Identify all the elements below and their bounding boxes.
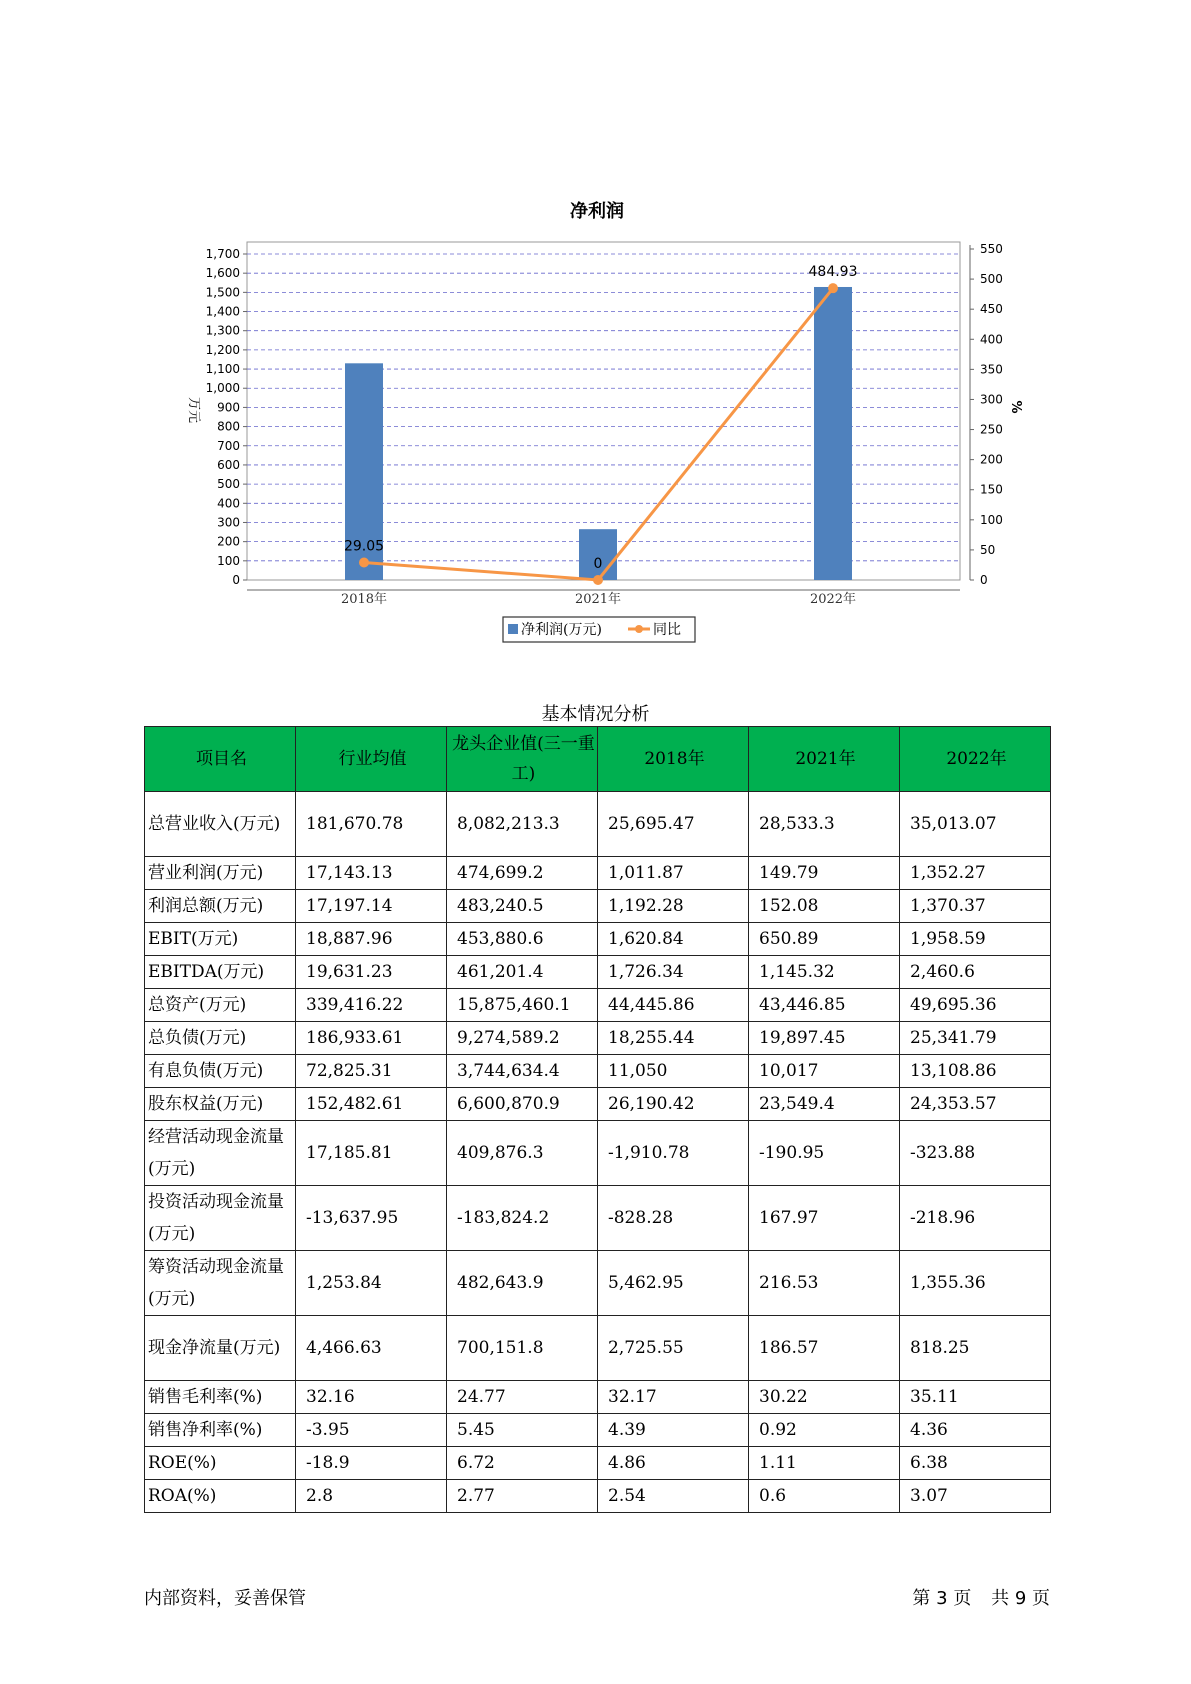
value-cell: 6.38 [900, 1447, 1051, 1480]
net-profit-chart [0, 0, 1191, 660]
value-cell: 0.6 [749, 1480, 900, 1513]
table-header-cell: 龙头企业值(三一重工) [447, 727, 598, 792]
value-cell: -218.96 [900, 1186, 1051, 1251]
right-tick-label: 300 [980, 392, 1003, 407]
row-label-cell: ROA(%) [145, 1480, 296, 1513]
value-cell: 4.86 [598, 1447, 749, 1480]
value-cell: -3.95 [296, 1414, 447, 1447]
value-cell: 24.77 [447, 1381, 598, 1414]
value-cell: 8,082,213.3 [447, 792, 598, 857]
value-cell: 9,274,589.2 [447, 1022, 598, 1055]
table-row [145, 1447, 1051, 1480]
value-cell: 35.11 [900, 1381, 1051, 1414]
right-tick-label: 250 [980, 422, 1003, 437]
table-header-cell: 项目名 [145, 727, 296, 792]
value-cell: 30.22 [749, 1381, 900, 1414]
value-cell: 2,460.6 [900, 956, 1051, 989]
value-cell: 700,151.8 [447, 1316, 598, 1381]
page-prefix: 第 [912, 1588, 931, 1609]
value-cell: 43,446.85 [749, 989, 900, 1022]
table-row [145, 1022, 1051, 1055]
basic-analysis-table [144, 726, 1051, 1513]
right-tick-label: 500 [980, 272, 1003, 287]
row-label-cell: 销售毛利率(%) [145, 1381, 296, 1414]
value-cell: 152.08 [749, 890, 900, 923]
row-label-cell: ROE(%) [145, 1447, 296, 1480]
page-total-prefix: 共 [991, 1588, 1010, 1609]
value-cell: 1,355.36 [900, 1251, 1051, 1316]
footer-page-indicator [912, 1584, 1050, 1610]
value-cell: 32.16 [296, 1381, 447, 1414]
value-cell: 5,462.95 [598, 1251, 749, 1316]
legend-line-marker [635, 625, 643, 633]
value-cell: 17,185.81 [296, 1121, 447, 1186]
table-header-cell: 2018年 [598, 727, 749, 792]
left-axis-title: 万元 [186, 396, 201, 424]
value-cell: 4.39 [598, 1414, 749, 1447]
page-current: 3 [936, 1588, 948, 1609]
left-tick-label: 1,500 [205, 285, 240, 300]
left-tick-label: 700 [217, 438, 240, 453]
value-cell: -190.95 [749, 1121, 900, 1186]
value-cell: 1,192.28 [598, 890, 749, 923]
left-tick-label: 500 [217, 477, 240, 492]
table-row [145, 923, 1051, 956]
right-tick-label: 0 [980, 573, 988, 587]
value-cell: 1,958.59 [900, 923, 1051, 956]
table-row [145, 857, 1051, 890]
page-mid: 页 [953, 1588, 972, 1609]
x-tick-label: 2022年 [809, 592, 857, 607]
row-label-cell: 总负债(万元) [145, 1022, 296, 1055]
value-cell: 6.72 [447, 1447, 598, 1480]
left-tick-label: 1,000 [205, 381, 240, 396]
row-label-cell: EBIT(万元) [145, 923, 296, 956]
value-cell: -828.28 [598, 1186, 749, 1251]
value-cell: 3.07 [900, 1480, 1051, 1513]
value-cell: 4.36 [900, 1414, 1051, 1447]
value-cell: 2.54 [598, 1480, 749, 1513]
value-cell: 19,897.45 [749, 1022, 900, 1055]
value-cell: 49,695.36 [900, 989, 1051, 1022]
row-label-cell: 销售净利率(%) [145, 1414, 296, 1447]
row-label-cell: 经营活动现金流量(万元) [145, 1121, 296, 1186]
value-cell: 474,699.2 [447, 857, 598, 890]
left-tick-label: 600 [217, 457, 240, 472]
legend-bar-swatch [508, 624, 518, 634]
value-cell: 26,190.42 [598, 1088, 749, 1121]
left-tick-label: 1,700 [205, 247, 240, 261]
value-cell: 25,695.47 [598, 792, 749, 857]
right-tick-label: 150 [980, 482, 1003, 497]
row-label-cell: 总资产(万元) [145, 989, 296, 1022]
value-cell: 167.97 [749, 1186, 900, 1251]
value-cell: 2.77 [447, 1480, 598, 1513]
right-tick-label: 400 [980, 332, 1003, 347]
value-cell: 17,143.13 [296, 857, 447, 890]
bar-2021年 [579, 529, 617, 580]
value-cell: 650.89 [749, 923, 900, 956]
value-cell: 461,201.4 [447, 956, 598, 989]
value-cell: 483,240.5 [447, 890, 598, 923]
left-tick-label: 1,200 [205, 342, 240, 357]
right-tick-label: 350 [980, 362, 1003, 377]
value-cell: 2.8 [296, 1480, 447, 1513]
value-cell: 25,341.79 [900, 1022, 1051, 1055]
footer-confidential-note: 内部资料，妥善保管 [144, 1588, 306, 1609]
value-cell: 0.92 [749, 1414, 900, 1447]
value-cell: 17,197.14 [296, 890, 447, 923]
value-cell: 44,445.86 [598, 989, 749, 1022]
table-title: 基本情况分析 [541, 704, 650, 725]
value-cell: -13,637.95 [296, 1186, 447, 1251]
yoy-data-label: 29.05 [343, 538, 385, 555]
left-tick-label: 1,100 [205, 362, 240, 377]
value-cell: 186.57 [749, 1316, 900, 1381]
table-row [145, 890, 1051, 923]
yoy-point [593, 575, 603, 585]
row-label-cell: 营业利润(万元) [145, 857, 296, 890]
value-cell: 18,887.96 [296, 923, 447, 956]
left-tick-label: 400 [217, 496, 240, 511]
right-tick-label: 100 [980, 512, 1003, 527]
value-cell: 1,620.84 [598, 923, 749, 956]
value-cell: -323.88 [900, 1121, 1051, 1186]
value-cell: 3,744,634.4 [447, 1055, 598, 1088]
value-cell: 1,726.34 [598, 956, 749, 989]
table-row [145, 1316, 1051, 1381]
table-row [145, 1381, 1051, 1414]
value-cell: 5.45 [447, 1414, 598, 1447]
value-cell: 216.53 [749, 1251, 900, 1316]
value-cell: 15,875,460.1 [447, 989, 598, 1022]
value-cell: 152,482.61 [296, 1088, 447, 1121]
bar-2022年 [814, 287, 852, 580]
table-row [145, 792, 1051, 857]
row-label-cell: 有息负债(万元) [145, 1055, 296, 1088]
value-cell: 1,145.32 [749, 956, 900, 989]
right-tick-label: 450 [980, 302, 1003, 317]
value-cell: 24,353.57 [900, 1088, 1051, 1121]
chart-legend [503, 617, 695, 642]
left-tick-label: 100 [217, 553, 240, 568]
right-tick-label: 200 [980, 452, 1003, 467]
page-suffix: 页 [1032, 1588, 1050, 1609]
table-row [145, 1480, 1051, 1513]
right-axis-title: % [1008, 400, 1023, 414]
table-row [145, 1186, 1051, 1251]
row-label-cell: 利润总额(万元) [145, 890, 296, 923]
row-label-cell: EBITDA(万元) [145, 956, 296, 989]
left-tick-label: 0 [232, 573, 240, 587]
row-label-cell: 投资活动现金流量(万元) [145, 1186, 296, 1251]
value-cell: -1,910.78 [598, 1121, 749, 1186]
value-cell: 1,253.84 [296, 1251, 447, 1316]
value-cell: 18,255.44 [598, 1022, 749, 1055]
value-cell: 149.79 [749, 857, 900, 890]
value-cell: 6,600,870.9 [447, 1088, 598, 1121]
table-header-row [145, 727, 1051, 792]
value-cell: 4,466.63 [296, 1316, 447, 1381]
row-label-cell: 筹资活动现金流量(万元) [145, 1251, 296, 1316]
page-total: 9 [1014, 1588, 1027, 1609]
left-tick-label: 200 [217, 534, 240, 549]
value-cell: 13,108.86 [900, 1055, 1051, 1088]
value-cell: 1.11 [749, 1447, 900, 1480]
left-tick-label: 800 [217, 419, 240, 434]
chart-canvas [0, 0, 1191, 660]
table-row [145, 989, 1051, 1022]
value-cell: 482,643.9 [447, 1251, 598, 1316]
value-cell: 72,825.31 [296, 1055, 447, 1088]
value-cell: 1,352.27 [900, 857, 1051, 890]
chart-title: 净利润 [570, 201, 624, 222]
value-cell: 11,050 [598, 1055, 749, 1088]
value-cell: 2,725.55 [598, 1316, 749, 1381]
x-tick-label: 2018年 [340, 592, 388, 607]
left-tick-label: 1,400 [205, 304, 240, 319]
row-label-cell: 现金净流量(万元) [145, 1316, 296, 1381]
left-tick-label: 900 [217, 400, 240, 415]
table-header-cell: 行业均值 [296, 727, 447, 792]
legend-line-label: 同比 [653, 622, 681, 638]
value-cell: -183,824.2 [447, 1186, 598, 1251]
yoy-point [828, 283, 838, 293]
value-cell: 818.25 [900, 1316, 1051, 1381]
table-header-cell: 2022年 [900, 727, 1051, 792]
left-tick-label: 300 [217, 515, 240, 530]
table-row [145, 1088, 1051, 1121]
row-label-cell: 股东权益(万元) [145, 1088, 296, 1121]
table-row [145, 1055, 1051, 1088]
yoy-point [359, 558, 369, 568]
value-cell: -18.9 [296, 1447, 447, 1480]
x-tick-label: 2021年 [574, 592, 622, 607]
row-label-cell: 总营业收入(万元) [145, 792, 296, 857]
value-cell: 339,416.22 [296, 989, 447, 1022]
right-tick-label: 550 [980, 242, 1003, 256]
table-row [145, 1414, 1051, 1447]
value-cell: 32.17 [598, 1381, 749, 1414]
right-tick-label: 50 [980, 542, 996, 557]
value-cell: 1,370.37 [900, 890, 1051, 923]
left-tick-label: 1,300 [205, 323, 240, 338]
table-header-cell: 2021年 [749, 727, 900, 792]
table-row [145, 1121, 1051, 1186]
value-cell: 181,670.78 [296, 792, 447, 857]
value-cell: 1,011.87 [598, 857, 749, 890]
legend-bar-label: 净利润(万元) [521, 622, 602, 638]
value-cell: 186,933.61 [296, 1022, 447, 1055]
value-cell: 10,017 [749, 1055, 900, 1088]
yoy-data-label: 484.93 [808, 264, 858, 281]
value-cell: 19,631.23 [296, 956, 447, 989]
table-row [145, 1251, 1051, 1316]
value-cell: 409,876.3 [447, 1121, 598, 1186]
value-cell: 23,549.4 [749, 1088, 900, 1121]
yoy-data-label: 0 [593, 556, 603, 572]
left-tick-label: 1,600 [205, 266, 240, 281]
value-cell: 28,533.3 [749, 792, 900, 857]
value-cell: 453,880.6 [447, 923, 598, 956]
value-cell: 35,013.07 [900, 792, 1051, 857]
table-row [145, 956, 1051, 989]
